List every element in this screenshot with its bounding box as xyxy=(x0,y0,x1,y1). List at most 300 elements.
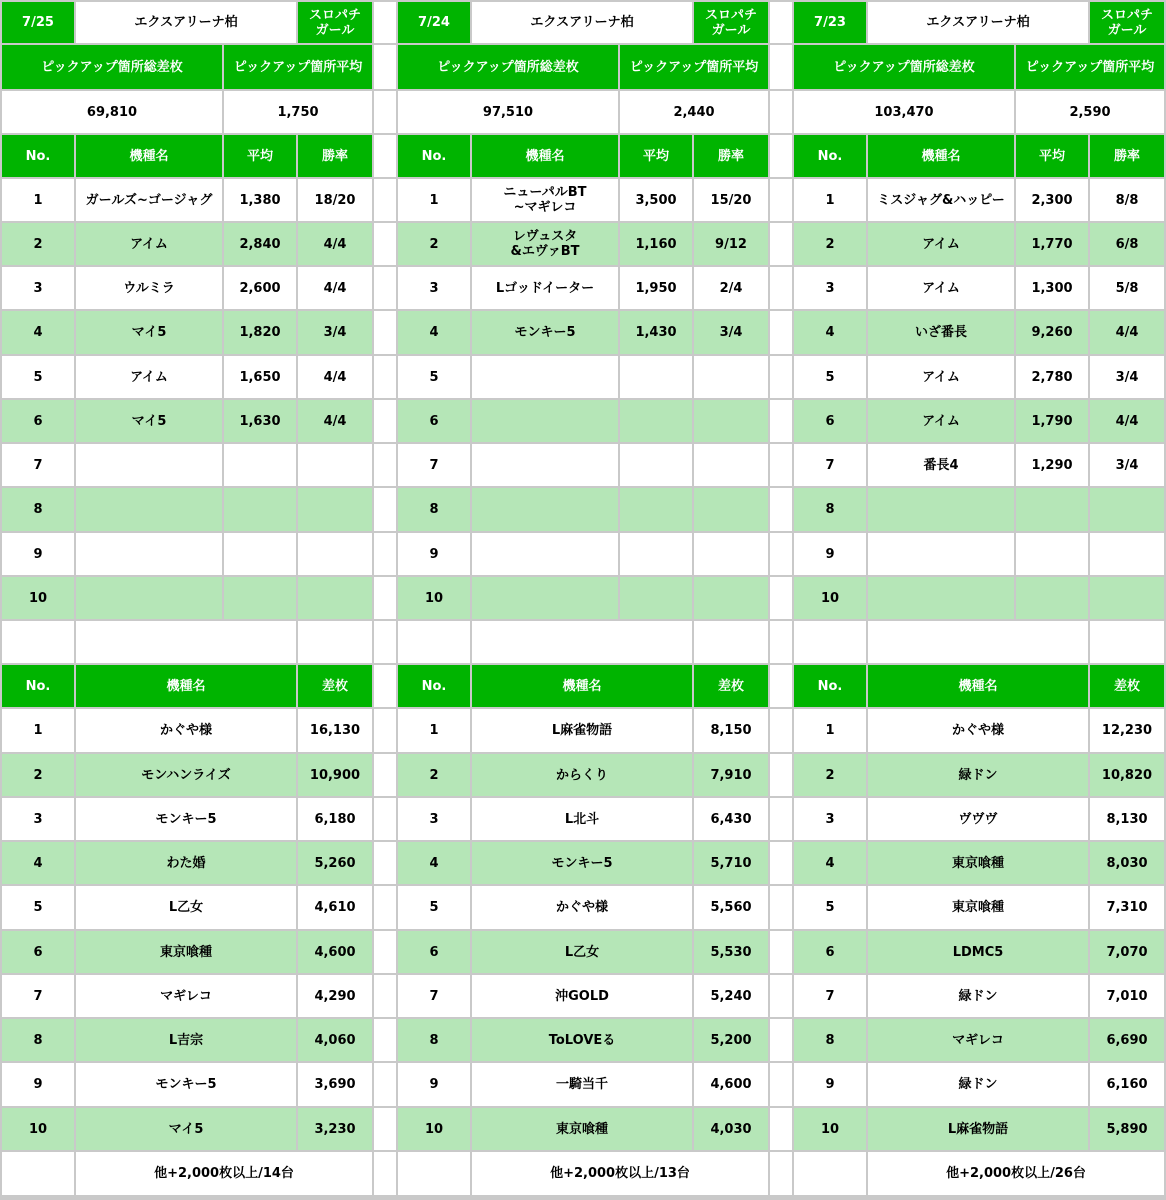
pickup-row-winrate xyxy=(694,356,768,398)
ranking-model-header: 機種名 xyxy=(76,665,296,707)
total-diff-header: ピックアップ箇所総差枚 xyxy=(794,45,1014,89)
ranking-row-diff: 5,560 xyxy=(694,886,768,929)
pickup-row-winrate: 6/8 xyxy=(1090,223,1164,265)
ranking-row-no: 3 xyxy=(398,798,470,840)
total-diff-value: 97,510 xyxy=(398,91,618,133)
pickup-row-model: アイム xyxy=(76,223,222,265)
panel-spacer xyxy=(374,267,396,309)
ranking-row-model: 緑ドン xyxy=(868,1063,1088,1106)
store-name: エクスアリーナ柏 xyxy=(868,2,1088,43)
total-diff-header: ピックアップ箇所総差枚 xyxy=(2,45,222,89)
pickup-row-avg: 1,650 xyxy=(224,356,296,398)
ranking-diff-header: 差枚 xyxy=(694,665,768,707)
ranking-row-diff: 8,030 xyxy=(1090,842,1164,884)
pickup-row-model xyxy=(472,356,618,398)
pickup-winrate-header: 勝率 xyxy=(1090,135,1164,177)
panel-spacer xyxy=(374,665,396,707)
ranking-row-no: 6 xyxy=(2,931,74,973)
pickup-row-winrate xyxy=(694,488,768,531)
pickup-row-model xyxy=(76,444,222,486)
ranking-row-model: 緑ドン xyxy=(868,975,1088,1017)
pickup-row-avg: 1,290 xyxy=(1016,444,1088,486)
pickup-winrate-header: 勝率 xyxy=(298,135,372,177)
ranking-row-model: モンキー5 xyxy=(76,798,296,840)
ranking-row-diff: 3,690 xyxy=(298,1063,372,1106)
ranking-row-model: かぐや様 xyxy=(868,709,1088,752)
pickup-row-model xyxy=(472,444,618,486)
panel-spacer xyxy=(770,45,792,89)
pickup-model-header: 機種名 xyxy=(76,135,222,177)
ranking-row-diff: 5,710 xyxy=(694,842,768,884)
ranking-no-header: No. xyxy=(794,665,866,707)
ranking-row-no: 8 xyxy=(794,1019,866,1061)
pickup-row-winrate: 3/4 xyxy=(694,311,768,354)
ranking-model-header: 機種名 xyxy=(868,665,1088,707)
panel-spacer xyxy=(374,1063,396,1106)
panel-spacer xyxy=(770,533,792,575)
ranking-row-diff: 5,890 xyxy=(1090,1108,1164,1150)
ranking-row-no: 7 xyxy=(2,975,74,1017)
pickup-row-winrate: 4/4 xyxy=(298,400,372,442)
pickup-row-winrate xyxy=(1090,533,1164,575)
pickup-row-winrate: 5/8 xyxy=(1090,267,1164,309)
pickup-row-no: 6 xyxy=(398,400,470,442)
pickup-row-winrate xyxy=(298,577,372,619)
ranking-row-model: かぐや様 xyxy=(76,709,296,752)
panel-spacer xyxy=(770,444,792,486)
panel-spacer xyxy=(770,488,792,531)
ranking-row-diff: 5,530 xyxy=(694,931,768,973)
ranking-row-model: 沖GOLD xyxy=(472,975,692,1017)
ranking-row-model: LDMC5 xyxy=(868,931,1088,973)
ranking-row-diff: 6,690 xyxy=(1090,1019,1164,1061)
separator-cell xyxy=(1090,621,1164,663)
average-value: 2,440 xyxy=(620,91,768,133)
pickup-row-model: ウルミラ xyxy=(76,267,222,309)
pickup-row-no: 7 xyxy=(2,444,74,486)
ranking-row-diff: 4,600 xyxy=(298,931,372,973)
pickup-row-model: 番長4 xyxy=(868,444,1014,486)
pickup-row-avg xyxy=(620,400,692,442)
panel-spacer xyxy=(770,798,792,840)
pickup-row-avg xyxy=(224,533,296,575)
pickup-row-winrate xyxy=(694,577,768,619)
source-badge: スロパチ ガール xyxy=(298,2,372,43)
pickup-row-avg: 2,840 xyxy=(224,223,296,265)
panel-spacer xyxy=(770,223,792,265)
pickup-row-model xyxy=(76,577,222,619)
pickup-row-no: 4 xyxy=(398,311,470,354)
panel-spacer xyxy=(374,444,396,486)
pickup-row-avg: 2,300 xyxy=(1016,179,1088,221)
pickup-row-winrate xyxy=(1090,488,1164,531)
pickup-row-winrate xyxy=(694,444,768,486)
panel-spacer xyxy=(770,356,792,398)
panel-spacer xyxy=(770,400,792,442)
pickup-row-no: 9 xyxy=(2,533,74,575)
ranking-row-diff: 5,260 xyxy=(298,842,372,884)
separator-cell xyxy=(2,621,74,663)
ranking-row-diff: 12,230 xyxy=(1090,709,1164,752)
ranking-row-no: 1 xyxy=(2,709,74,752)
pickup-row-winrate: 9/12 xyxy=(694,223,768,265)
panel-spacer xyxy=(374,2,396,43)
panel-spacer xyxy=(770,179,792,221)
pickup-row-avg xyxy=(620,577,692,619)
panel-spacer xyxy=(374,975,396,1017)
panel-spacer xyxy=(770,1152,792,1195)
ranking-row-no: 5 xyxy=(2,886,74,929)
separator-cell xyxy=(868,621,1088,663)
pickup-row-avg: 1,430 xyxy=(620,311,692,354)
panel-spacer xyxy=(374,931,396,973)
panel-spacer xyxy=(770,91,792,133)
pickup-row-avg: 1,630 xyxy=(224,400,296,442)
pickup-row-winrate: 4/4 xyxy=(298,356,372,398)
panel-spacer xyxy=(374,356,396,398)
average-header: ピックアップ箇所平均 xyxy=(620,45,768,89)
total-diff-value: 103,470 xyxy=(794,91,1014,133)
pickup-row-winrate: 4/4 xyxy=(1090,311,1164,354)
total-diff-header: ピックアップ箇所総差枚 xyxy=(398,45,618,89)
footer-blank xyxy=(2,1152,74,1195)
ranking-row-model: 東京喰種 xyxy=(472,1108,692,1150)
source-badge: スロパチ ガール xyxy=(694,2,768,43)
ranking-row-no: 3 xyxy=(794,798,866,840)
pickup-model-header: 機種名 xyxy=(868,135,1014,177)
pickup-row-avg: 1,790 xyxy=(1016,400,1088,442)
panel-spacer xyxy=(374,400,396,442)
panel-spacer xyxy=(770,842,792,884)
panel-spacer xyxy=(374,798,396,840)
panel-spacer xyxy=(770,1063,792,1106)
separator-cell xyxy=(694,621,768,663)
pickup-row-model xyxy=(472,488,618,531)
ranking-row-model: マイ5 xyxy=(76,1108,296,1150)
pickup-row-no: 4 xyxy=(2,311,74,354)
average-header: ピックアップ箇所平均 xyxy=(1016,45,1164,89)
pickup-row-no: 10 xyxy=(398,577,470,619)
panel-spacer xyxy=(770,311,792,354)
ranking-row-diff: 8,150 xyxy=(694,709,768,752)
separator-cell xyxy=(472,621,692,663)
ranking-row-model: 一騎当千 xyxy=(472,1063,692,1106)
pickup-row-no: 9 xyxy=(794,533,866,575)
pickup-row-avg: 2,780 xyxy=(1016,356,1088,398)
pickup-row-no: 2 xyxy=(794,223,866,265)
ranking-row-no: 4 xyxy=(2,842,74,884)
ranking-row-no: 6 xyxy=(398,931,470,973)
pickup-row-model: モンキー5 xyxy=(472,311,618,354)
ranking-row-model: L麻雀物語 xyxy=(868,1108,1088,1150)
ranking-row-no: 10 xyxy=(2,1108,74,1150)
ranking-row-model: 東京喰種 xyxy=(868,842,1088,884)
panel-spacer xyxy=(770,135,792,177)
pickup-row-no: 2 xyxy=(398,223,470,265)
ranking-row-diff: 10,820 xyxy=(1090,754,1164,796)
ranking-row-model: L乙女 xyxy=(76,886,296,929)
pickup-row-avg xyxy=(224,488,296,531)
panel-spacer xyxy=(374,754,396,796)
ranking-row-diff: 4,290 xyxy=(298,975,372,1017)
pickup-row-model: アイム xyxy=(868,356,1014,398)
pickup-row-model xyxy=(76,533,222,575)
ranking-row-diff: 7,070 xyxy=(1090,931,1164,973)
date-label: 7/24 xyxy=(398,2,470,43)
pickup-row-model xyxy=(472,533,618,575)
pickup-row-model xyxy=(868,533,1014,575)
ranking-row-no: 4 xyxy=(794,842,866,884)
pickup-row-winrate: 8/8 xyxy=(1090,179,1164,221)
ranking-model-header: 機種名 xyxy=(472,665,692,707)
ranking-row-no: 8 xyxy=(2,1019,74,1061)
pickup-row-no: 6 xyxy=(2,400,74,442)
footer-note: 他+2,000枚以上/26台 xyxy=(868,1152,1164,1195)
panel-spacer xyxy=(770,975,792,1017)
pickup-winrate-header: 勝率 xyxy=(694,135,768,177)
average-value: 2,590 xyxy=(1016,91,1164,133)
panel-spacer xyxy=(374,135,396,177)
ranking-row-no: 9 xyxy=(398,1063,470,1106)
pickup-row-avg: 9,260 xyxy=(1016,311,1088,354)
pickup-row-model: アイム xyxy=(868,400,1014,442)
pickup-row-model xyxy=(472,577,618,619)
ranking-row-model: モンキー5 xyxy=(472,842,692,884)
ranking-row-no: 10 xyxy=(398,1108,470,1150)
ranking-row-no: 9 xyxy=(2,1063,74,1106)
ranking-row-diff: 5,240 xyxy=(694,975,768,1017)
ranking-row-model: ヴヴヴ xyxy=(868,798,1088,840)
ranking-row-no: 7 xyxy=(794,975,866,1017)
panel-spacer xyxy=(374,1108,396,1150)
pickup-row-model xyxy=(76,488,222,531)
pickup-row-no: 9 xyxy=(398,533,470,575)
panel-spacer xyxy=(374,223,396,265)
pickup-row-winrate: 4/4 xyxy=(1090,400,1164,442)
pickup-row-model: アイム xyxy=(76,356,222,398)
pickup-row-no: 8 xyxy=(2,488,74,531)
ranking-row-no: 9 xyxy=(794,1063,866,1106)
ranking-row-diff: 8,130 xyxy=(1090,798,1164,840)
panel-spacer xyxy=(374,311,396,354)
ranking-no-header: No. xyxy=(2,665,74,707)
pickup-row-no: 5 xyxy=(794,356,866,398)
ranking-row-diff: 16,130 xyxy=(298,709,372,752)
pickup-avg-header: 平均 xyxy=(620,135,692,177)
pickup-no-header: No. xyxy=(794,135,866,177)
pickup-row-no: 1 xyxy=(2,179,74,221)
pickup-row-model xyxy=(472,400,618,442)
pickup-row-no: 6 xyxy=(794,400,866,442)
separator-cell xyxy=(298,621,372,663)
ranking-row-model: 東京喰種 xyxy=(76,931,296,973)
ranking-row-diff: 7,910 xyxy=(694,754,768,796)
ranking-row-no: 10 xyxy=(794,1108,866,1150)
pickup-row-winrate: 2/4 xyxy=(694,267,768,309)
pickup-row-model: ニューパルBT ~マギレコ xyxy=(472,179,618,221)
pickup-row-winrate: 15/20 xyxy=(694,179,768,221)
pickup-row-model: いざ番長 xyxy=(868,311,1014,354)
pickup-row-avg: 1,160 xyxy=(620,223,692,265)
pickup-row-model: レヴュスタ &エヴァBT xyxy=(472,223,618,265)
panel-spacer xyxy=(374,533,396,575)
pickup-row-winrate: 3/4 xyxy=(1090,356,1164,398)
pickup-row-no: 5 xyxy=(398,356,470,398)
footer-blank xyxy=(794,1152,866,1195)
panel-spacer xyxy=(770,577,792,619)
ranking-row-model: かぐや様 xyxy=(472,886,692,929)
ranking-row-no: 1 xyxy=(398,709,470,752)
pickup-avg-header: 平均 xyxy=(224,135,296,177)
pickup-row-no: 10 xyxy=(794,577,866,619)
pickup-row-model: マイ5 xyxy=(76,311,222,354)
ranking-row-model: モンキー5 xyxy=(76,1063,296,1106)
panel-spacer xyxy=(374,488,396,531)
pickup-row-winrate: 3/4 xyxy=(1090,444,1164,486)
panel-spacer xyxy=(374,842,396,884)
ranking-row-diff: 4,600 xyxy=(694,1063,768,1106)
pickup-row-winrate: 4/4 xyxy=(298,223,372,265)
ranking-row-diff: 10,900 xyxy=(298,754,372,796)
pickup-row-model: ガールズ~ゴージャグ xyxy=(76,179,222,221)
panel-spacer xyxy=(374,886,396,929)
ranking-row-no: 5 xyxy=(794,886,866,929)
pickup-row-no: 3 xyxy=(2,267,74,309)
ranking-row-model: マギレコ xyxy=(868,1019,1088,1061)
pickup-row-avg: 1,380 xyxy=(224,179,296,221)
pickup-row-no: 2 xyxy=(2,223,74,265)
ranking-row-model: からくり xyxy=(472,754,692,796)
panel-spacer xyxy=(374,1019,396,1061)
panel-spacer xyxy=(374,1152,396,1195)
source-badge: スロパチ ガール xyxy=(1090,2,1164,43)
footer-note: 他+2,000枚以上/13台 xyxy=(472,1152,768,1195)
average-header: ピックアップ箇所平均 xyxy=(224,45,372,89)
pickup-row-model: アイム xyxy=(868,267,1014,309)
ranking-row-diff: 4,030 xyxy=(694,1108,768,1150)
pickup-row-avg xyxy=(620,356,692,398)
footer-blank xyxy=(398,1152,470,1195)
ranking-row-diff: 4,060 xyxy=(298,1019,372,1061)
panel-spacer xyxy=(374,45,396,89)
pickup-row-avg xyxy=(620,533,692,575)
pickup-row-model: ミスジャグ&ハッピー xyxy=(868,179,1014,221)
ranking-row-diff: 6,430 xyxy=(694,798,768,840)
pickup-row-winrate xyxy=(298,444,372,486)
ranking-row-model: L乙女 xyxy=(472,931,692,973)
ranking-row-model: L吉宗 xyxy=(76,1019,296,1061)
store-name: エクスアリーナ柏 xyxy=(472,2,692,43)
panel-spacer xyxy=(770,2,792,43)
panel-spacer xyxy=(770,665,792,707)
ranking-row-no: 2 xyxy=(2,754,74,796)
total-diff-value: 69,810 xyxy=(2,91,222,133)
panel-spacer xyxy=(770,1019,792,1061)
pickup-no-header: No. xyxy=(398,135,470,177)
ranking-row-no: 3 xyxy=(2,798,74,840)
pickup-row-winrate xyxy=(298,488,372,531)
pickup-row-winrate xyxy=(694,533,768,575)
pickup-row-no: 7 xyxy=(794,444,866,486)
pickup-row-model: アイム xyxy=(868,223,1014,265)
pickup-row-no: 3 xyxy=(398,267,470,309)
ranking-row-model: L麻雀物語 xyxy=(472,709,692,752)
pickup-row-model: マイ5 xyxy=(76,400,222,442)
pickup-model-header: 機種名 xyxy=(472,135,618,177)
panel-spacer xyxy=(770,886,792,929)
ranking-row-model: 東京喰種 xyxy=(868,886,1088,929)
pickup-row-no: 7 xyxy=(398,444,470,486)
pickup-row-model xyxy=(868,488,1014,531)
ranking-row-diff: 7,310 xyxy=(1090,886,1164,929)
panel-spacer xyxy=(770,1108,792,1150)
ranking-row-no: 1 xyxy=(794,709,866,752)
ranking-row-no: 5 xyxy=(398,886,470,929)
pickup-row-avg xyxy=(620,444,692,486)
pickup-row-winrate xyxy=(1090,577,1164,619)
date-label: 7/23 xyxy=(794,2,866,43)
pickup-no-header: No. xyxy=(2,135,74,177)
pickup-row-no: 1 xyxy=(794,179,866,221)
panel-spacer xyxy=(374,91,396,133)
average-value: 1,750 xyxy=(224,91,372,133)
ranking-row-diff: 3,230 xyxy=(298,1108,372,1150)
ranking-row-model: ToLOVEる xyxy=(472,1019,692,1061)
footer-note: 他+2,000枚以上/14台 xyxy=(76,1152,372,1195)
ranking-row-no: 2 xyxy=(398,754,470,796)
ranking-row-diff: 7,010 xyxy=(1090,975,1164,1017)
pickup-row-avg: 1,770 xyxy=(1016,223,1088,265)
store-name: エクスアリーナ柏 xyxy=(76,2,296,43)
date-label: 7/25 xyxy=(2,2,74,43)
separator-cell xyxy=(76,621,296,663)
panel-spacer xyxy=(770,267,792,309)
ranking-row-no: 4 xyxy=(398,842,470,884)
pickup-row-avg: 3,500 xyxy=(620,179,692,221)
pickup-row-avg: 2,600 xyxy=(224,267,296,309)
pickup-row-no: 8 xyxy=(398,488,470,531)
ranking-row-model: 緑ドン xyxy=(868,754,1088,796)
ranking-diff-header: 差枚 xyxy=(298,665,372,707)
ranking-row-model: L北斗 xyxy=(472,798,692,840)
pickup-row-no: 8 xyxy=(794,488,866,531)
separator-cell xyxy=(398,621,470,663)
panel-spacer xyxy=(374,621,396,663)
panel-spacer xyxy=(770,709,792,752)
ranking-diff-header: 差枚 xyxy=(1090,665,1164,707)
ranking-row-no: 6 xyxy=(794,931,866,973)
pickup-row-no: 10 xyxy=(2,577,74,619)
pickup-row-model xyxy=(868,577,1014,619)
panel-spacer xyxy=(374,577,396,619)
pickup-row-no: 3 xyxy=(794,267,866,309)
pickup-row-avg: 1,300 xyxy=(1016,267,1088,309)
pickup-row-winrate: 4/4 xyxy=(298,267,372,309)
pickup-row-winrate xyxy=(694,400,768,442)
pickup-row-model: Lゴッドイーター xyxy=(472,267,618,309)
ranking-row-model: わた婚 xyxy=(76,842,296,884)
pickup-row-avg: 1,950 xyxy=(620,267,692,309)
ranking-row-diff: 6,160 xyxy=(1090,1063,1164,1106)
pickup-row-no: 4 xyxy=(794,311,866,354)
pickup-row-avg: 1,820 xyxy=(224,311,296,354)
ranking-row-no: 7 xyxy=(398,975,470,1017)
ranking-row-no: 2 xyxy=(794,754,866,796)
pickup-row-winrate: 18/20 xyxy=(298,179,372,221)
ranking-row-diff: 4,610 xyxy=(298,886,372,929)
ranking-row-model: マギレコ xyxy=(76,975,296,1017)
pickup-row-avg xyxy=(224,577,296,619)
